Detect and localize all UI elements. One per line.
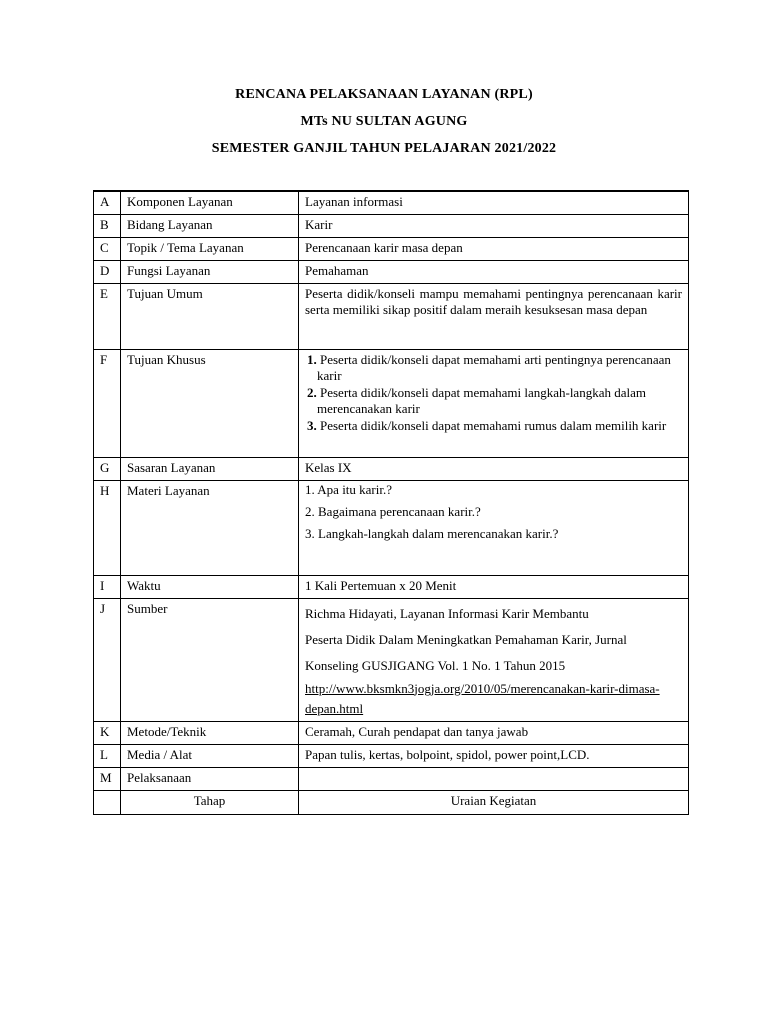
source-line: Peserta Didik Dalam Meningkatkan Pemahaman Karir, Jurnal xyxy=(305,631,627,647)
row-label: Materi Layanan xyxy=(121,480,299,575)
source-line: Richma Hidayati, Layanan Informasi Karir Membantu xyxy=(305,605,589,621)
row-label: Bidang Layanan xyxy=(121,214,299,237)
table-row xyxy=(94,480,689,575)
table-row xyxy=(94,457,689,480)
semester-line: SEMESTER GANJIL TAHUN PELAJARAN 2021/2022 xyxy=(211,141,557,156)
row-letter: C xyxy=(94,237,121,260)
row-label: Komponen Layanan xyxy=(121,191,299,214)
row-value: Papan tulis, kertas, bolpoint, spidol, power point,LCD. xyxy=(299,744,689,767)
row-value: Perencanaan karir masa depan xyxy=(299,237,689,260)
row-label: Metode/Teknik xyxy=(121,721,299,744)
row-letter: D xyxy=(94,260,121,283)
row-value: Karir xyxy=(299,214,689,237)
table-row xyxy=(94,575,689,598)
row-value: Pemahaman xyxy=(299,260,689,283)
table-row xyxy=(94,767,689,790)
table-row xyxy=(94,721,689,744)
row-letter: I xyxy=(94,575,121,598)
row-letter: A xyxy=(94,191,121,214)
table-row xyxy=(94,260,689,283)
list-item: 1. Apa itu karir.? xyxy=(305,481,393,497)
row-value xyxy=(299,598,689,721)
item-number: 1. xyxy=(307,351,317,367)
list-item xyxy=(305,385,682,417)
table-row xyxy=(94,237,689,260)
table-row xyxy=(94,349,689,457)
row-value xyxy=(299,480,689,575)
row-label: Fungsi Layanan xyxy=(121,260,299,283)
list-item xyxy=(305,352,682,384)
row-value: Kelas IX xyxy=(299,457,689,480)
empty-cell xyxy=(94,790,121,814)
school-name: MTs NU SULTAN AGUNG xyxy=(300,114,468,129)
row-letter: F xyxy=(94,349,121,457)
uraian-header: Uraian Kegiatan xyxy=(299,790,689,814)
table-row xyxy=(94,598,689,721)
row-label: Sasaran Layanan xyxy=(121,457,299,480)
item-number: 2. xyxy=(307,384,317,400)
row-letter: E xyxy=(94,283,121,349)
item-text: Peserta didik/konseli dapat memahami arti pentingnya perencanaan karir xyxy=(317,351,671,383)
row-value: 1 Kali Pertemuan x 20 Menit xyxy=(299,575,689,598)
row-letter: L xyxy=(94,744,121,767)
table-row xyxy=(94,191,689,214)
row-letter: B xyxy=(94,214,121,237)
source-link[interactable]: http://www.bksmkn3jogja.org/2010/05/merencanakan-karir-dimasa-depan.html xyxy=(305,680,660,716)
tujuan-khusus-list xyxy=(305,352,682,434)
table-row xyxy=(94,214,689,237)
item-text: Peserta didik/konseli dapat memahami langkah-langkah dalam merencanakan karir xyxy=(317,384,646,416)
row-letter: G xyxy=(94,457,121,480)
row-label: Topik / Tema Layanan xyxy=(121,237,299,260)
list-item: 3. Langkah-langkah dalam merencanakan karir.? xyxy=(305,525,559,541)
row-value xyxy=(299,767,689,790)
item-text: Peserta didik/konseli dapat memahami rumus dalam memilih karir xyxy=(320,417,667,433)
row-value: Peserta didik/konseli mampu memahami pentingnya perencanaan karir serta memiliki sikap positif dalam meraih kesuksesan masa depan xyxy=(299,283,689,349)
row-label: Tujuan Umum xyxy=(121,283,299,349)
row-label: Waktu xyxy=(121,575,299,598)
table-row xyxy=(94,790,689,814)
row-value: Layanan informasi xyxy=(299,191,689,214)
source-line: Konseling GUSJIGANG Vol. 1 No. 1 Tahun 2015 xyxy=(305,657,566,673)
row-letter: K xyxy=(94,721,121,744)
tahap-header: Tahap xyxy=(121,790,299,814)
row-letter: H xyxy=(94,480,121,575)
list-item xyxy=(305,418,682,434)
row-letter: J xyxy=(94,598,121,721)
table-row xyxy=(94,283,689,349)
row-label: Tujuan Khusus xyxy=(121,349,299,457)
row-letter: M xyxy=(94,767,121,790)
row-value xyxy=(299,349,689,457)
row-label: Media / Alat xyxy=(121,744,299,767)
row-value: Ceramah, Curah pendapat dan tanya jawab xyxy=(299,721,689,744)
document-title: RENCANA PELAKSANAAN LAYANAN (RPL) xyxy=(235,87,533,102)
item-number: 3. xyxy=(307,417,317,433)
rpl-table xyxy=(93,190,689,815)
table-row xyxy=(94,744,689,767)
list-item: 2. Bagaimana perencanaan karir.? xyxy=(305,503,481,519)
row-label: Pelaksanaan xyxy=(121,767,299,790)
row-label: Sumber xyxy=(121,598,299,721)
